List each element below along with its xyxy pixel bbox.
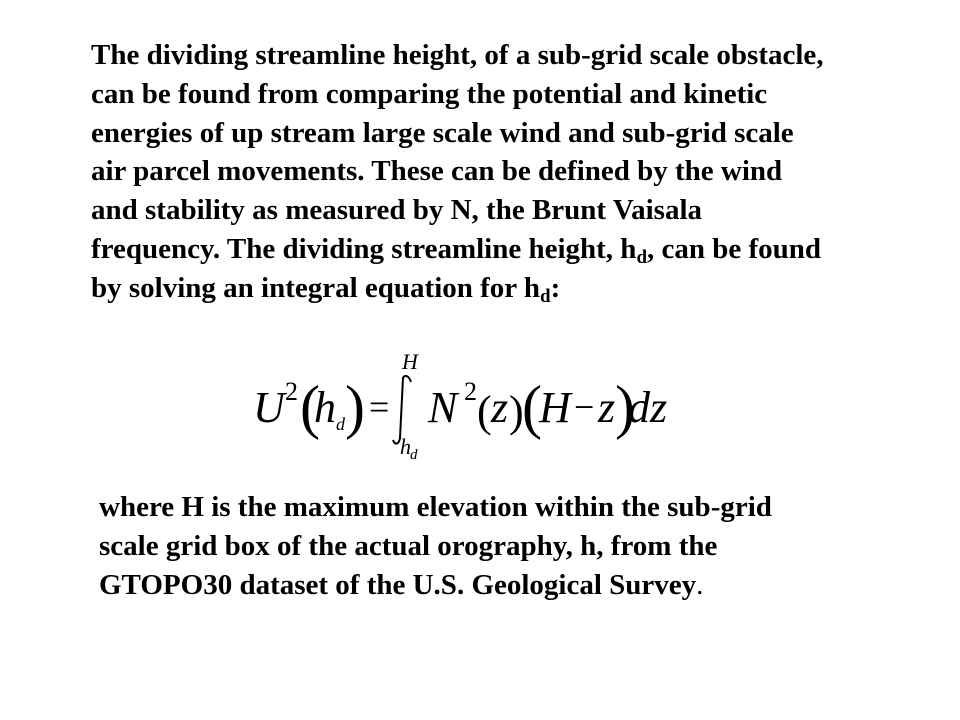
outro-paragraph: [99, 488, 772, 604]
hd-subscript: d: [636, 246, 648, 268]
hd-subscript: d: [540, 285, 551, 307]
eq-minus: −: [574, 387, 595, 427]
eq-rhs-h: H: [539, 383, 571, 432]
eq-rhs-z2: z: [598, 383, 616, 432]
eq-differential: dz: [628, 383, 668, 432]
intro-paragraph: [91, 36, 824, 308]
eq-rhs-close-paren-2: ): [615, 374, 635, 440]
eq-lower-limit: h: [400, 434, 411, 459]
intro-line-4: air parcel movements. These can be defined by the wind: [91, 155, 783, 188]
intro-line-6-text: frequency. The dividing streamline height, h: [91, 232, 637, 265]
outro-period: .: [696, 568, 704, 601]
intro-line-1: The dividing streamline height, of a sub-grid scale obstacle,: [91, 39, 824, 71]
eq-rhs-exponent: 2: [464, 377, 477, 406]
intro-line-3: energies of up stream large scale wind and sub-grid scale: [91, 116, 794, 149]
integral-equation: [245, 340, 675, 465]
intro-line-7: [91, 269, 824, 308]
eq-lhs-h-sub: d: [336, 414, 345, 434]
intro-line-5: and stability as measured by N, the Brunt Vaisala: [91, 194, 702, 227]
eq-rhs-open-paren-1: (: [477, 387, 492, 436]
outro-line-3: [99, 566, 772, 605]
eq-lhs-exponent: 2: [285, 377, 298, 406]
intro-line-6: [91, 230, 824, 269]
eq-lhs-open-paren: (: [300, 374, 320, 440]
eq-equals: =: [369, 387, 390, 427]
eq-rhs-n: N: [428, 383, 458, 432]
eq-lower-limit-sub: d: [410, 447, 418, 463]
eq-lhs-u: U: [253, 383, 285, 432]
eq-lhs-close-paren: ): [345, 374, 365, 440]
eq-lhs-h: h: [314, 383, 336, 432]
intro-line-2: can be found from comparing the potential and kinetic: [91, 77, 768, 110]
eq-upper-limit: H: [402, 349, 418, 374]
intro-line-6-tail: , can be found: [647, 232, 822, 265]
intro-line-7-text: by solving an integral equation for h: [91, 271, 541, 304]
eq-rhs-z1: z: [491, 383, 509, 432]
intro-line-7-tail: :: [550, 271, 561, 304]
outro-line-2: scale grid box of the actual orography, h, from the: [99, 529, 718, 562]
outro-line-1: where H is the maximum elevation within the sub-grid: [99, 491, 772, 523]
eq-rhs-close-paren-1: ): [509, 387, 524, 436]
eq-rhs-open-paren-2: (: [522, 374, 542, 440]
outro-line-3-text: GTOPO30 dataset of the U.S. Geological Survey: [99, 568, 697, 601]
